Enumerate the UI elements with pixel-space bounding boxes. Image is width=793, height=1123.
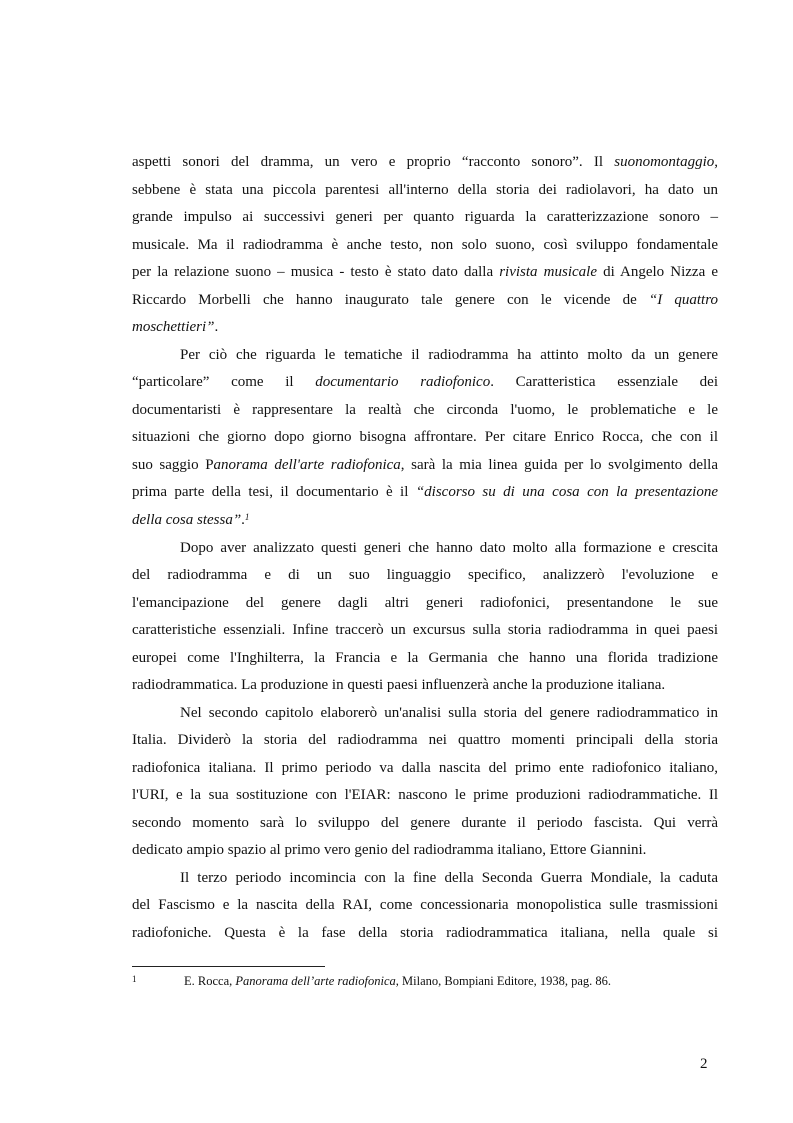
text-line: prima parte della tesi, il documentario è il “discorso su di una cosa con la presentazione: [132, 484, 718, 500]
text-line: Dopo aver analizzato questi generi che hanno dato molto alla formazione e crescita: [180, 540, 718, 556]
text-line: sebbene è stata una piccola parentesi all'interno della storia dei radiolavori, ha dato un: [132, 182, 718, 198]
page-number: 2: [700, 1056, 708, 1072]
footnote-number: 1: [132, 974, 137, 984]
text-line: secondo momento sarà lo sviluppo del genere durante il periodo fascista. Qui verrà: [132, 815, 718, 831]
text-line: moschettieri”.: [132, 319, 219, 335]
text-line: grande impulso ai successivi generi per quanto riguarda la caratterizzazione sonoro –: [132, 209, 718, 225]
text-line: Per ciò che riguarda le tematiche il radiodramma ha attinto molto da un genere: [180, 347, 718, 363]
text-line: suo saggio Panorama dell'arte radiofonica, sarà la mia linea guida per lo svolgimento della: [132, 457, 719, 473]
text-line: radiofonica italiana. Il primo periodo va dalla nascita del primo ente radiofonico italiano,: [132, 760, 718, 776]
text-line: musicale. Ma il radiodramma è anche testo, non solo suono, così sviluppo fondamentale: [132, 237, 718, 253]
text-line: radiodrammatica. La produzione in questi paesi influenzerà anche la produzione italiana.: [132, 677, 666, 693]
text-line: Il terzo periodo incomincia con la fine della Seconda Guerra Mondiale, la caduta: [180, 870, 718, 886]
text-line: aspetti sonori del dramma, un vero e proprio “racconto sonoro”. Il suonomontaggio,: [132, 154, 718, 170]
footnote-ref: 1: [244, 512, 250, 522]
text-line: dedicato ampio spazio al primo vero genio del radiodramma italiano, Ettore Giannini.: [132, 842, 647, 858]
text-line: per la relazione suono – musica - testo è stato dato dalla rivista musicale di Angelo Nizza e: [132, 264, 718, 280]
text-line: Italia. Dividerò la storia del radiodramma nei quattro momenti principali della storia: [132, 732, 718, 748]
text-line: del radiodramma e di un suo linguaggio specifico, analizzerò l'evoluzione e: [132, 567, 718, 583]
text-line: situazioni che giorno dopo giorno bisogna affrontare. Per citare Enrico Rocca, che con il: [132, 429, 718, 445]
footnote-divider: [132, 966, 325, 967]
text-line: Nel secondo capitolo elaborerò un'analisi sulla storia del genere radiodrammatico in: [180, 705, 718, 721]
text-line: del Fascismo e la nascita della RAI, come concessionaria monopolistica sulle trasmissioni: [132, 897, 718, 913]
text-line: radiofoniche. Questa è la fase della storia radiodrammatica italiana, nella quale si: [132, 925, 718, 941]
text-line: caratteristiche essenziali. Infine traccerò un excursus sulla storia radiodramma in quei paesi: [132, 622, 718, 638]
text-line: l'emancipazione del genere dagli altri generi radiofonici, presentandone le sue: [132, 595, 718, 611]
text-line: Riccardo Morbelli che hanno inaugurato tale genere con le vicende de “I quattro: [132, 292, 719, 308]
text-line: europei come l'Inghilterra, la Francia e la Germania che hanno una florida tradizione: [132, 650, 718, 666]
footnote-text: E. Rocca, Panorama dell’arte radiofonica, Milano, Bompiani Editore, 1938, pag. 86.: [184, 974, 612, 988]
text-line: della cosa stessa”.$^1$: [132, 512, 250, 528]
text-line: l'URI, e la sua sostituzione con l'EIAR: nascono le prime produzioni radiodrammatiche. Il: [132, 787, 718, 803]
text-line: “particolare” come il documentario radiofonico. Caratteristica essenziale dei: [132, 374, 718, 390]
text-line: documentaristi è rappresentare la realtà che circonda l'uomo, le problematiche e le: [132, 402, 718, 418]
